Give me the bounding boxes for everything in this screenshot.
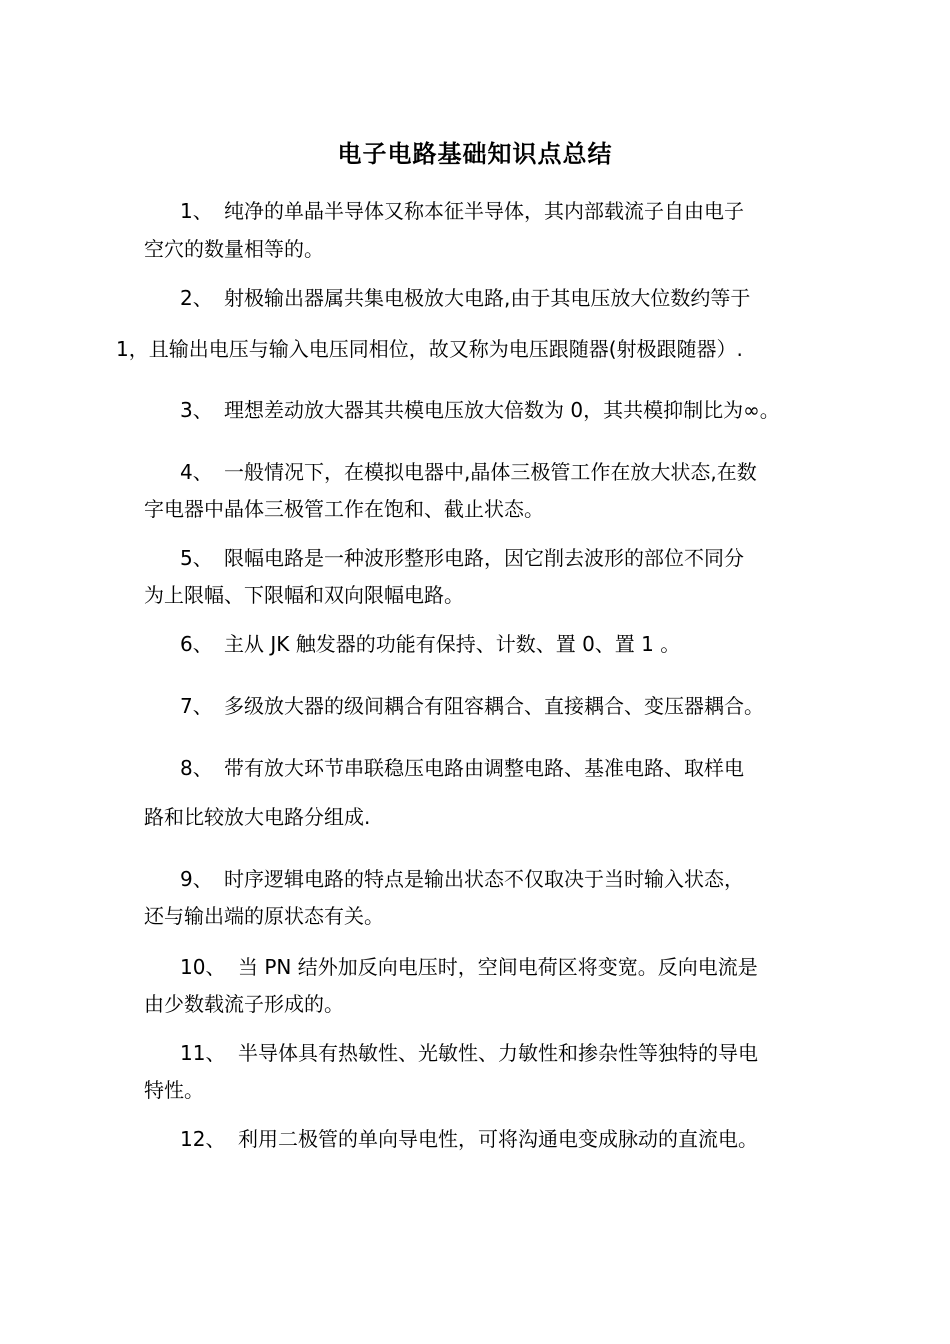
list-item [180, 631, 680, 657]
item-number: 5、 [180, 546, 213, 570]
item-text-continued: 特性。 [144, 1078, 204, 1102]
list-item [180, 545, 744, 571]
item-number: 9、 [180, 867, 213, 891]
item-text: 多级放大器的级间耦合有阻容耦合、直接耦合、变压器耦合。 [224, 694, 764, 718]
item-text-continued: 为上限幅、下限幅和双向限幅电路。 [144, 583, 464, 607]
item-number: 1、 [180, 199, 213, 223]
list-item [180, 459, 757, 485]
list-item [180, 693, 764, 719]
item-text: 带有放大环节串联稳压电路由调整电路、基准电路、取样电 [224, 756, 744, 780]
item-number: 3、 [180, 398, 213, 422]
list-item [180, 198, 744, 224]
item-number: 11、 [180, 1041, 226, 1065]
item-number: 4、 [180, 460, 213, 484]
item-text: 利用二极管的单向导电性，可将沟通电变成脉动的直流电。 [238, 1127, 758, 1151]
item-text-continued: 字电器中晶体三极管工作在饱和、截止状态。 [144, 497, 544, 521]
item-number: 7、 [180, 694, 213, 718]
list-item [180, 954, 758, 980]
item-text-continued: 路和比较放大电路分组成. [144, 805, 371, 829]
item-text-continued: 还与输出端的原状态有关。 [144, 904, 384, 928]
item-number: 10、 [180, 955, 226, 979]
list-item [180, 755, 744, 781]
item-text: 当 PN 结外加反向电压时，空间电荷区将变宽。反向电流是 [238, 955, 758, 979]
list-item [180, 1126, 758, 1152]
list-item [180, 1040, 758, 1066]
item-number: 2、 [180, 286, 213, 310]
item-number: 12、 [180, 1127, 226, 1151]
list-item [180, 285, 750, 311]
item-text: 一般情况下，在模拟电器中,晶体三极管工作在放大状态,在数 [224, 460, 757, 484]
item-number: 6、 [180, 632, 213, 656]
item-text: 理想差动放大器其共模电压放大倍数为 0，其共模抑制比为∞。 [224, 398, 780, 422]
item-text: 限幅电路是一种波形整形电路，因它削去波形的部位不同分 [224, 546, 744, 570]
item-text: 时序逻辑电路的特点是输出状态不仅取决于当时输入状态， [224, 867, 744, 891]
item-text-continued: 空穴的数量相等的。 [144, 237, 324, 261]
item-text: 纯净的单晶半导体又称本征半导体，其内部载流子自由电子 [224, 199, 744, 223]
item-text-continued: 由少数载流子形成的。 [144, 992, 344, 1016]
page-title: 电子电路基础知识点总结 [337, 140, 613, 168]
item-text-continued: 1，且输出电压与输入电压同相位，故又称为电压跟随器(射极跟随器）. [116, 337, 743, 361]
list-item [180, 866, 744, 892]
item-text: 半导体具有热敏性、光敏性、力敏性和掺杂性等独特的导电 [238, 1041, 758, 1065]
item-text: 射极输出器属共集电极放大电路,由于其电压放大位数约等于 [224, 286, 751, 310]
list-item [180, 397, 780, 423]
item-number: 8、 [180, 756, 213, 780]
item-text: 主从 JK 触发器的功能有保持、计数、置 0、置 1 。 [224, 632, 681, 656]
